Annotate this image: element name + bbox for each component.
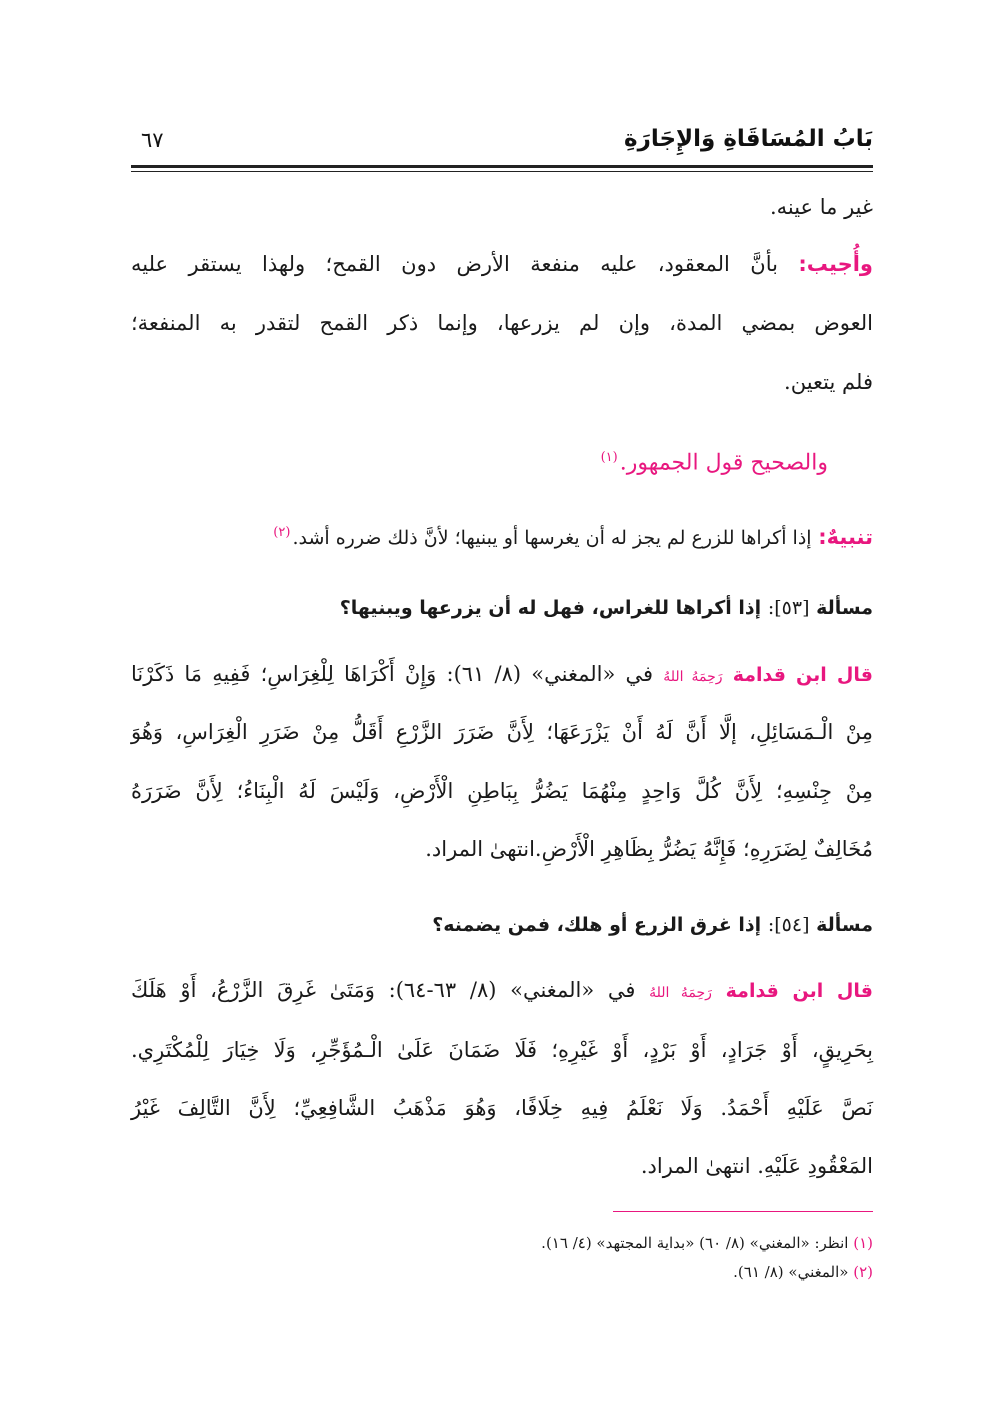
issue-53-title: إذا أكراها للغراس، فهل له أن يزرعها ويبنيها؟ <box>339 597 762 619</box>
footnote-2-number: (٢) <box>853 1263 873 1281</box>
issue-53-source: في «المغني» (٨/ ٦١): <box>446 662 654 686</box>
issue-53-line-1 <box>131 659 873 692</box>
issue-53-honorific: رَحِمَهُ اللهُ <box>663 669 723 685</box>
header-rule-thick <box>131 165 873 168</box>
note-line <box>131 518 873 553</box>
issue-53-line-4: مُخَالِفٌ لِضَرَرِهِ؛ فَإِنَّهُ يَضُرُّ بِظَاهِرِ الْأَرْضِ.انتهىٰ المراد. <box>425 837 873 861</box>
issue-54-line-4: المَعْقُودِ عَلَيْهِ. انتهىٰ المراد. <box>640 1154 873 1178</box>
issue-54-line-3: نَصَّ عَلَيْهِ أَحْمَدُ. وَلَا نَعْلَمُ فِيهِ خِلَافًا، وَهُوَ مَذْهَبُ الشَّافِعِيِّ؛ لِأَنَّ التَّالِفَ غَيْرُ <box>131 1096 873 1120</box>
issue-53-author: قال ابن قدامة <box>732 664 873 686</box>
issue-54-line-2: بِحَرِيقٍ، أَوْ جَرَادٍ، أَوْ بَرْدٍ، أَوْ غَيْرِهِ؛ فَلَا ضَمَانَ عَلَىٰ الْـمُؤَجِّرِ، وَلَا خِيَارَ لِلْمُكْتَرِي. <box>131 1038 873 1062</box>
header-rule-thin <box>131 171 873 172</box>
issue-53-text-1: وَإِنْ أَكْرَاهَا لِلْغِرَاسِ؛ فَفِيهِ مَا ذَكَرْنَا <box>131 662 437 686</box>
answer-text-1: بأنَّ المعقود، عليه منفعة الأرض دون القمح؛ ولهذا يستقر عليه <box>131 252 778 276</box>
chapter-title: بَابُ المُسَاقَاةِ وَالإِجَارَةِ <box>624 126 873 152</box>
footnote-1-number: (١) <box>853 1234 873 1252</box>
issue-54-heading <box>131 910 873 940</box>
issue-54-source: في «المغني» (٨/ ٦٣-٦٤): <box>388 978 636 1002</box>
intro-text: غير ما عينه. <box>769 195 873 219</box>
footnote-2-text: «المغني» (٨/ ٦١). <box>733 1263 849 1281</box>
answer-label: وأُجيب: <box>798 252 873 276</box>
issue-54-label: مسألة <box>816 914 873 936</box>
answer-line-3: فلم يتعين. <box>784 370 873 394</box>
footnote-ref-1[interactable]: (١) <box>600 450 618 465</box>
issue-53-line-3: مِنْ جِنْسِهِ؛ لِأَنَّ كُلَّ وَاحِدٍ مِنْهُمَا يَضُرُّ بِبَاطِنِ الْأَرْضِ، وَلَيْسَ لَهُ الْبِنَاءُ؛ لِأَنَّ ضَرَرَهُ <box>131 779 873 803</box>
footnote-separator <box>613 1211 873 1212</box>
issue-54-author: قال ابن قدامة <box>725 980 873 1002</box>
footnote-ref-2[interactable]: (٢) <box>273 525 291 540</box>
issue-53-label: مسألة <box>816 597 873 619</box>
issue-54-title: إذا غرق الزرع أو هلك، فمن يضمنه؟ <box>432 914 762 936</box>
footnote-1 <box>131 1232 873 1254</box>
conclusion-line <box>131 443 873 478</box>
answer-line-2: العوض بمضي المدة، وإن لم يزرعها، وإنما ذكر القمح لتقدر به المنفعة؛ <box>131 311 873 335</box>
footnote-1-text: انظر: «المغني» (٨/ ٦٠) «بداية المجتهد» (٤/ ١٦). <box>541 1234 849 1252</box>
issue-53-heading <box>131 593 873 623</box>
book-page <box>131 0 873 1418</box>
page-number: ٦٧ <box>141 128 164 152</box>
note-label: تنبيهٌ: <box>818 525 873 549</box>
answer-line-1 <box>131 249 873 279</box>
issue-54-line-1 <box>131 975 873 1008</box>
running-header <box>131 126 873 162</box>
issue-53-line-2: مِنْ الْـمَسَائِلِ، إلَّا أَنَّ لَهُ أَنْ يَزْرَعَهَا؛ لِأَنَّ ضَرَرَ الزَّرْعِ أَقَلُّ مِنْ ضَرَرِ الْغِرَاسِ، وَهُوَ <box>131 720 873 744</box>
issue-53-number: [٥٣]: <box>767 597 810 619</box>
issue-54-number: [٥٤]: <box>767 914 810 936</box>
issue-54-honorific: رَحِمَهُ اللهُ <box>649 985 712 1001</box>
intro-line <box>131 192 873 222</box>
footnote-2 <box>131 1261 873 1283</box>
conclusion-text: والصحيح قول الجمهور. <box>619 450 828 476</box>
note-text: إذا أكراها للزرع لم يجز له أن يغرسها أو يبنيها؛ لأنَّ ذلك ضرره أشد. <box>292 527 812 549</box>
issue-54-text-1: وَمَتَىٰ غَرِقَ الزَّرْعُ، أَوْ هَلَكَ <box>131 978 375 1002</box>
